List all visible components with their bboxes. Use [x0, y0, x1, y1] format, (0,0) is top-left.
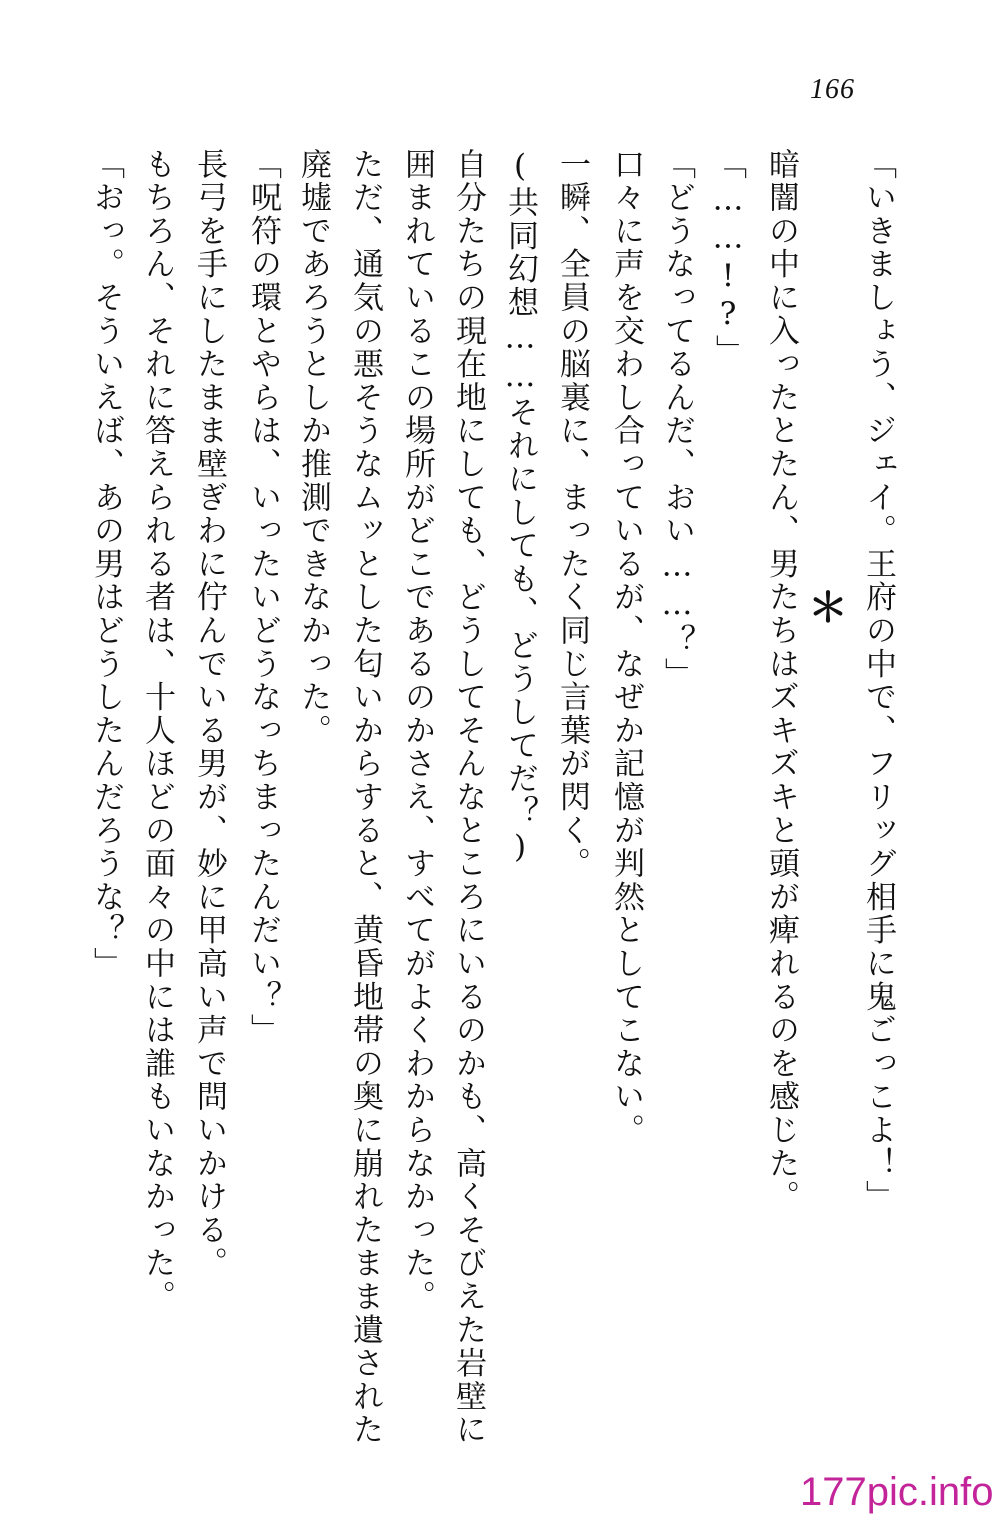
text-line-15: 「おっ。そういえば、あの男はどうしたんだろうな？」 — [88, 148, 124, 981]
watermark-text: 177pic.info — [800, 1470, 994, 1514]
page-number: 166 — [810, 74, 855, 105]
section-separator: ＊ — [808, 585, 848, 631]
text-line-8: 自分たちの現在地にしても、どうしてそんなところにいるのかも、高くそびえた岩壁に — [450, 148, 486, 1447]
text-line-6: 一瞬、全員の脳裏に、まったく同じ言葉が閃く。 — [554, 148, 590, 881]
text-line-3: 「……!?」 — [710, 148, 746, 368]
text-line-14: もちろん、それに答えられる者は、十人ほどの面々の中には誰もいなかった。 — [139, 148, 175, 1314]
text-line-7: (共同幻想……それにしても、どうしてだ？) — [502, 148, 538, 868]
text-line-2: 暗闇の中に入ったとたん、男たちはズキズキと頭が痺れるのを感じた。 — [763, 148, 799, 1214]
text-line-5: 口々に声を交わし合っているが、なぜか記憶が判然としてこない。 — [608, 148, 644, 1147]
text-line-9: 囲まれているこの場所がどこであるのかさえ、すべてがよくわからなかった。 — [399, 148, 435, 1314]
text-line-13: 長弓を手にしたまま壁ぎわに佇んでいる男が、妙に甲高い声で問いかける。 — [191, 148, 227, 1281]
text-line-11: 廃墟であろうとしか推測できなかった。 — [295, 148, 331, 748]
text-line-10: ただ、通気の悪そうなムッとした匂いからすると、黄昏地帯の奥に崩れたまま遺された — [347, 148, 383, 1447]
text-line-4: 「どうなってるんだ、おい……？」 — [659, 148, 695, 691]
text-line-12: 「呪符の環とやらは、いったいどうなっちまったんだい？」 — [245, 148, 281, 1048]
text-line-1: 「いきましょう、ジェイ。王府の中で、フリッグ相手に鬼ごっこよ！」 — [860, 148, 896, 1214]
